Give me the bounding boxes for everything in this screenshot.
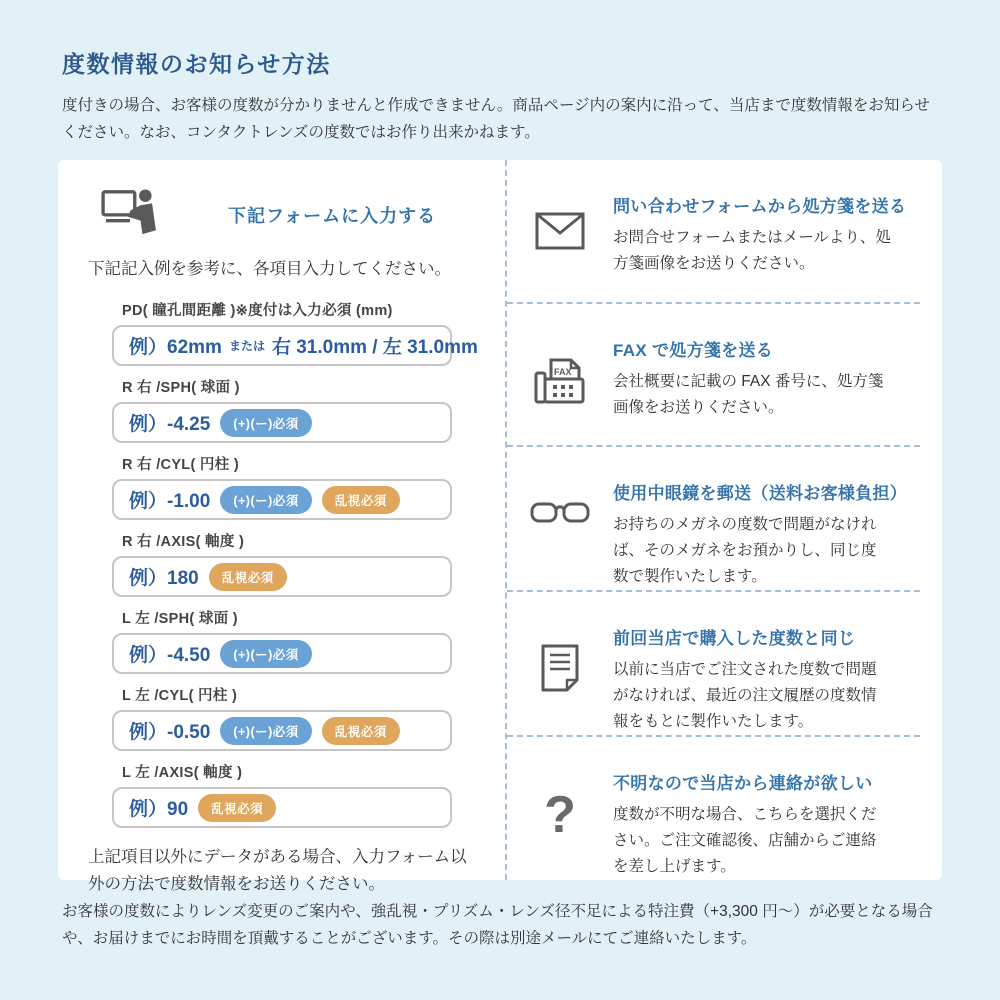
example-value: 例）-4.25 xyxy=(129,414,211,436)
methods-card xyxy=(58,160,942,894)
astigmatism-required-badge: 乱視必須 xyxy=(198,794,276,822)
example-value: 右 31.0mm / 左 31.0mm xyxy=(271,337,478,359)
form-extra-note: 上記項目以外にデータがある場合、入力フォーム以外の方法で度数情報をお送りください。 xyxy=(88,848,467,894)
form-section-heading: 下記フォームに入力する xyxy=(228,205,437,226)
prescription-field xyxy=(112,376,505,443)
example-value: 例）-4.50 xyxy=(129,645,211,667)
field-example-box xyxy=(112,479,452,520)
field-label: R 右 /AXIS( 軸度 ) xyxy=(122,534,245,551)
method-heading: FAX で処方箋を送る xyxy=(613,340,774,360)
method-description: 会社概要に記載の FAX 番号に、処方箋画像をお送りください。 xyxy=(613,372,884,416)
prescription-field xyxy=(112,684,505,751)
method-heading: 使用中眼鏡を郵送（送料お客様負担） xyxy=(613,484,908,504)
person-at-computer-icon xyxy=(100,188,162,241)
form-instruction: 下記記入例を参考に、各項目入力してください。 xyxy=(88,260,451,279)
field-label: L 左 /SPH( 球面 ) xyxy=(122,611,238,628)
method-description: お持ちのメガネの度数で問題がなければ、そのメガネをお預かりし、同じ度数で製作いたします。 xyxy=(613,516,877,586)
field-label: R 右 /CYL( 円柱 ) xyxy=(122,457,239,474)
method-heading: 前回当店で購入した度数と同じ xyxy=(613,629,856,649)
field-example-box xyxy=(112,556,452,597)
astigmatism-required-badge: 乱視必須 xyxy=(209,563,287,591)
form-column xyxy=(58,160,505,894)
example-value: 例）-1.00 xyxy=(129,491,211,513)
page-header xyxy=(0,0,1000,146)
field-label: PD( 瞳孔間距離 )※度付は入力必須 (mm) xyxy=(122,303,393,320)
example-value: 例）180 xyxy=(129,568,199,590)
contact-method-item xyxy=(507,160,920,301)
astigmatism-required-badge: 乱視必須 xyxy=(322,486,400,514)
field-label: L 左 /AXIS( 軸度 ) xyxy=(122,765,243,782)
envelope-icon xyxy=(507,180,613,301)
document-icon xyxy=(507,612,613,735)
form-section-header xyxy=(100,188,505,241)
footer-note: お客様の度数によりレンズ変更のご案内や、強乱視・プリズム・レンズ径不足による特注費（+3,300 円〜）が必要となる場合や、お届けまでにお時間を頂戴することがございます。その際は別途メールにてご連絡いたします。 xyxy=(62,903,933,948)
plus-minus-required-badge: (+)(ー)必須 xyxy=(220,640,311,668)
field-example-box xyxy=(112,325,478,366)
prescription-field xyxy=(112,530,505,597)
contact-method-item xyxy=(507,590,920,735)
prescription-field xyxy=(112,761,505,828)
field-example-box xyxy=(112,710,452,751)
example-value: 例）62mm xyxy=(129,337,222,359)
field-label: R 右 /SPH( 球面 ) xyxy=(122,380,240,397)
question-icon: ? xyxy=(544,786,576,845)
plus-minus-required-badge: (+)(ー)必須 xyxy=(220,717,311,745)
fax-icon xyxy=(507,324,613,445)
contact-method-item xyxy=(507,302,920,445)
field-label: L 左 /CYL( 円柱 ) xyxy=(122,688,238,705)
example-value: 例）90 xyxy=(129,799,189,821)
methods-column xyxy=(505,160,942,880)
method-description: お問合せフォームまたはメールより、処方箋画像をお送りください。 xyxy=(613,229,891,273)
prescription-field xyxy=(112,299,505,366)
intro-text: 度付きの場合、お客様の度数が分かりませんと作成できません。商品ページ内の案内に沿って、当店まで度数情報をお知らせください。なお、コンタクトレンズの度数ではお作り出来かねます。 xyxy=(62,97,930,141)
contact-method-item xyxy=(507,445,920,590)
prescription-field xyxy=(112,607,505,674)
contact-method-item xyxy=(507,735,920,880)
method-description: 度数が不明な場合、こちらを選択ください。ご注文確認後、店舗からご連絡を差し上げます。 xyxy=(613,806,877,876)
example-value: 例）-0.50 xyxy=(129,722,211,744)
example-connector-text: または xyxy=(228,339,265,354)
astigmatism-required-badge: 乱視必須 xyxy=(322,717,400,745)
prescription-field xyxy=(112,453,505,520)
plus-minus-required-badge: (+)(ー)必須 xyxy=(220,409,311,437)
field-example-box xyxy=(112,787,452,828)
plus-minus-required-badge: (+)(ー)必須 xyxy=(220,486,311,514)
form-fields xyxy=(112,299,505,828)
field-example-box xyxy=(112,402,452,443)
method-description: 以前に当店でご注文された度数で問題がなければ、最近の注文履歴の度数情報をもとに製作いたします。 xyxy=(613,661,877,731)
method-heading: 不明なので当店から連絡が欲しい xyxy=(613,774,873,794)
glasses-icon xyxy=(507,467,613,590)
svg-text:FAX: FAX xyxy=(554,366,572,377)
method-heading: 問い合わせフォームから処方箋を送る xyxy=(613,197,907,217)
page-title: 度数情報のお知らせ方法 xyxy=(62,51,331,77)
field-example-box xyxy=(112,633,452,674)
